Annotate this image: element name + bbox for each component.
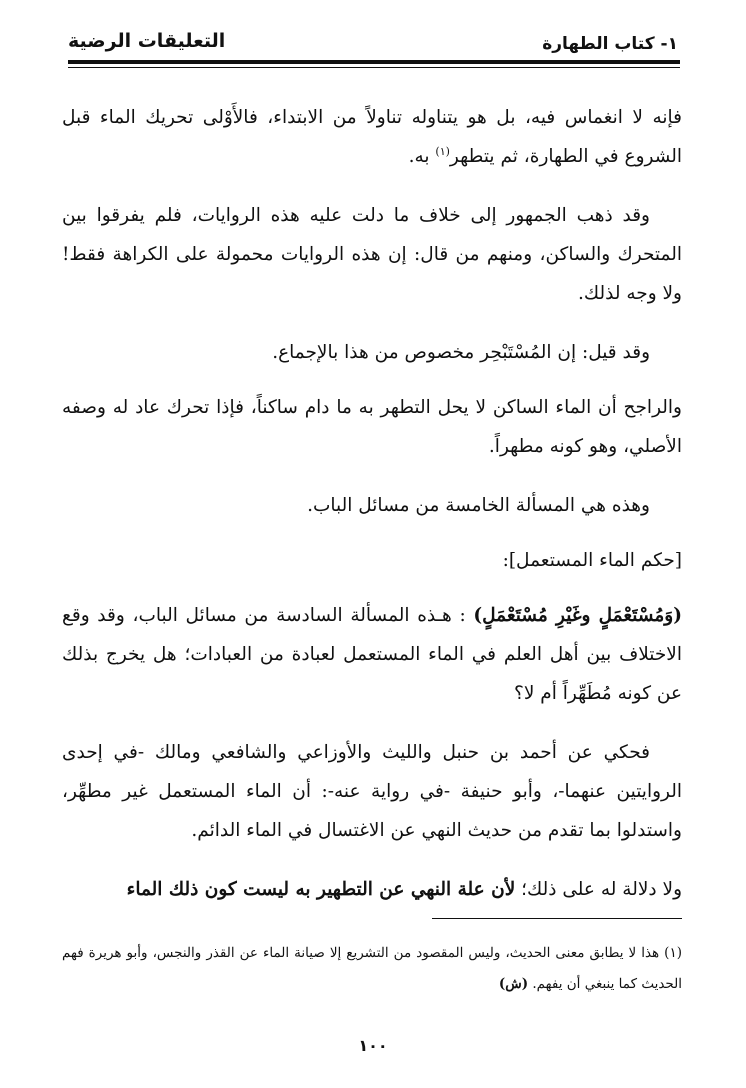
book-title: التعليقات الرضية [68,30,226,52]
paragraph-6-text: : هـذه المسألة السادسة من مسائل الباب، وقد وقع الاختلاف بين أهل العلم في الماء المستعمل لعبادة من العبادات؛ هل يخرج بذلك عن كونه مُطَهِّراً أم لا؟ [62,605,682,704]
paragraph-1 [62,98,682,176]
section-heading: [حكم الماء المستعمل]: [502,550,682,571]
running-header [68,30,678,58]
paragraph-8-bold: لأن علة النهي عن التطهير به ليست كون ذلك الماء [126,879,516,900]
footnote-rule [432,918,682,919]
paragraph-6-quote: (وَمُسْتَعْمَلٍ وغَيْرِ مُسْتَعْمَلٍ) [473,605,682,626]
page-number: ١٠٠ [358,1036,388,1055]
footnote-marker: (١) [435,144,450,158]
paragraph-6 [62,596,682,713]
paragraph-8 [62,870,682,909]
header-rule-thick [68,60,680,64]
paragraph-8-text: ولا دلالة له على ذلك؛ [515,879,682,900]
paragraph-4: والراجح أن الماء الساكن لا يحل التطهر به ما دام ساكناً، فإذا تحرك عاد له وصفه الأصلي، وهو كونه مطهراً. [62,397,682,457]
main-text [62,98,682,929]
footnote-sign: (ش) [498,976,529,992]
paragraph-7: فحكي عن أحمد بن حنبل والليث والأوزاعي والشافعي ومالك -في إحدى الروايتين عنهما-، وأبو حنيفة -في رواية عنه-: أن الماء المستعمل غير مطهِّر، واستدلوا بما تقدم من حديث النهي عن الاغتسال في الماء الدائم. [62,742,682,841]
header-rule-thin [68,67,680,68]
paragraph-3: وقد قيل: إن المُسْتَبْحِر مخصوص من هذا بالإجماع. [272,342,650,363]
footnote [62,938,682,1000]
paragraph-5: وهذه هي المسألة الخامسة من مسائل الباب. [307,495,650,516]
chapter-title: ١- كتاب الطهارة [542,34,678,54]
paragraph-1-text: فإنه لا انغماس فيه، بل هو يتناوله تناولاً من الابتداء، فالأَوْلى تحريك الماء قبل الشروع في الطهارة، ثم يتطهر [62,107,682,167]
paragraph-2: وقد ذهب الجمهور إلى خلاف ما دلت عليه هذه الروايات، فلم يفرقوا بين المتحرك والساكن، ومنهم من قال: إن هذه الروايات محمولة على الكراهة فقط! ولا وجه لذلك. [62,205,682,304]
footnote-text: (١) هذا لا يطابق معنى الحديث، وليس المقصود من التشريع إلا صيانة الماء عن القذر والنجس، وأبو هريرة فهم الحديث كما ينبغي أن يفهم. [62,945,682,992]
paragraph-1-tail: به. [408,146,436,167]
